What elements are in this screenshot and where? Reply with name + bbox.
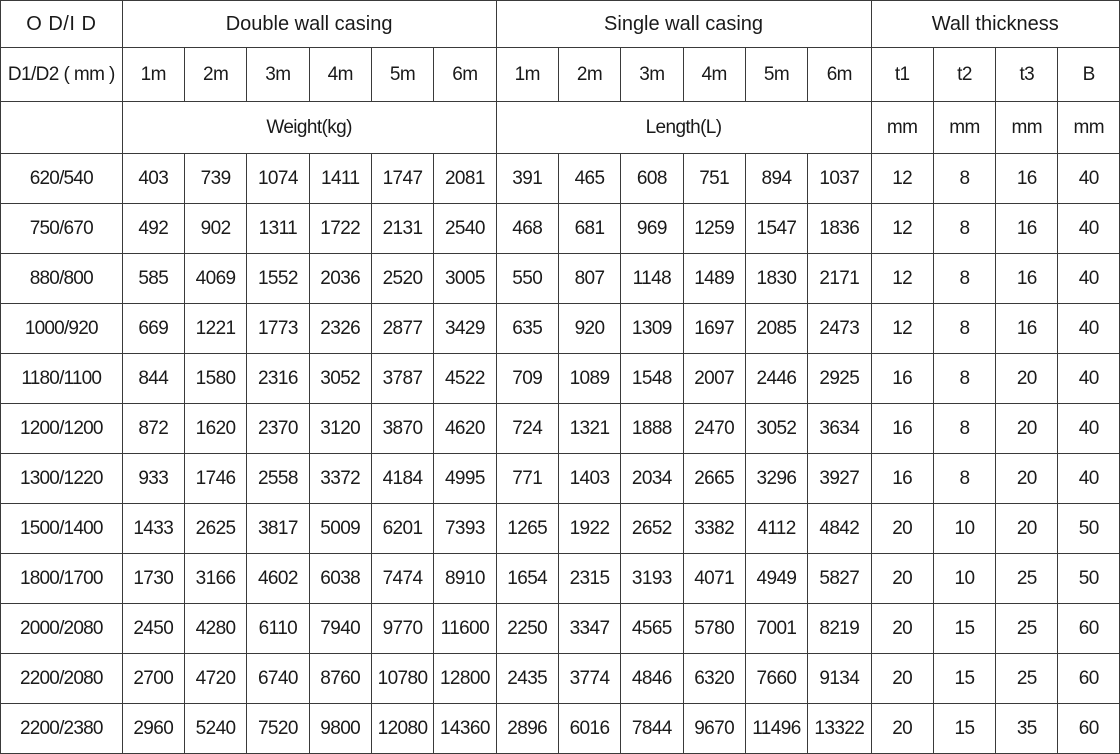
double-value-cell: 1730 <box>122 554 184 604</box>
double-col-5m: 5m <box>371 48 433 102</box>
single-value-cell: 920 <box>558 304 620 354</box>
wall-value-cell: 12 <box>871 204 933 254</box>
double-value-cell: 2520 <box>371 254 433 304</box>
single-value-cell: 3382 <box>683 504 745 554</box>
double-col-2m: 2m <box>184 48 246 102</box>
single-value-cell: 2007 <box>683 354 745 404</box>
double-value-cell: 1552 <box>247 254 309 304</box>
double-value-cell: 3372 <box>309 454 371 504</box>
size-cell: 750/670 <box>1 204 123 254</box>
table-row <box>1 154 1120 204</box>
single-value-cell: 3634 <box>808 404 871 454</box>
wall-value-cell: 20 <box>996 504 1058 554</box>
t1-unit: mm <box>871 102 933 154</box>
single-value-cell: 7001 <box>745 604 807 654</box>
single-value-cell: 1836 <box>808 204 871 254</box>
column-label-row <box>1 48 1120 102</box>
double-value-cell: 2960 <box>122 704 184 754</box>
single-value-cell: 2665 <box>683 454 745 504</box>
double-value-cell: 669 <box>122 304 184 354</box>
single-value-cell: 391 <box>496 154 558 204</box>
single-value-cell: 1697 <box>683 304 745 354</box>
wall-value-cell: 16 <box>871 454 933 504</box>
single-value-cell: 13322 <box>808 704 871 754</box>
double-value-cell: 1746 <box>184 454 246 504</box>
single-value-cell: 3052 <box>745 404 807 454</box>
single-value-cell: 3296 <box>745 454 807 504</box>
double-value-cell: 2131 <box>371 204 433 254</box>
double-value-cell: 6201 <box>371 504 433 554</box>
wall-col-t2: t2 <box>933 48 995 102</box>
single-value-cell: 1321 <box>558 404 620 454</box>
wall-value-cell: 40 <box>1058 204 1120 254</box>
double-wall-header: Double wall casing <box>122 1 496 48</box>
double-value-cell: 11600 <box>434 604 496 654</box>
single-value-cell: 3927 <box>808 454 871 504</box>
double-value-cell: 3005 <box>434 254 496 304</box>
double-value-cell: 2540 <box>434 204 496 254</box>
single-value-cell: 724 <box>496 404 558 454</box>
wall-value-cell: 16 <box>871 354 933 404</box>
single-value-cell: 1922 <box>558 504 620 554</box>
single-value-cell: 4949 <box>745 554 807 604</box>
single-value-cell: 4112 <box>745 504 807 554</box>
single-value-cell: 1148 <box>621 254 683 304</box>
double-value-cell: 3429 <box>434 304 496 354</box>
wall-value-cell: 8 <box>933 454 995 504</box>
double-value-cell: 1773 <box>247 304 309 354</box>
double-value-cell: 3166 <box>184 554 246 604</box>
single-col-5m: 5m <box>745 48 807 102</box>
wall-value-cell: 15 <box>933 654 995 704</box>
single-value-cell: 7660 <box>745 654 807 704</box>
size-cell: 1500/1400 <box>1 504 123 554</box>
double-value-cell: 12800 <box>434 654 496 704</box>
wall-value-cell: 60 <box>1058 704 1120 754</box>
single-col-4m: 4m <box>683 48 745 102</box>
single-value-cell: 4565 <box>621 604 683 654</box>
single-value-cell: 5827 <box>808 554 871 604</box>
double-value-cell: 585 <box>122 254 184 304</box>
table-row <box>1 504 1120 554</box>
b-unit: mm <box>1058 102 1120 154</box>
double-value-cell: 3052 <box>309 354 371 404</box>
double-value-cell: 2370 <box>247 404 309 454</box>
double-value-cell: 14360 <box>434 704 496 754</box>
single-value-cell: 2034 <box>621 454 683 504</box>
size-cell: 2200/2080 <box>1 654 123 704</box>
wall-value-cell: 50 <box>1058 554 1120 604</box>
double-value-cell: 3870 <box>371 404 433 454</box>
single-value-cell: 1037 <box>808 154 871 204</box>
double-value-cell: 2877 <box>371 304 433 354</box>
double-col-4m: 4m <box>309 48 371 102</box>
double-value-cell: 7520 <box>247 704 309 754</box>
double-value-cell: 8760 <box>309 654 371 704</box>
wall-value-cell: 16 <box>996 304 1058 354</box>
double-value-cell: 403 <box>122 154 184 204</box>
table-row <box>1 404 1120 454</box>
double-col-3m: 3m <box>247 48 309 102</box>
weight-unit-label: Weight(kg) <box>122 102 496 154</box>
single-value-cell: 894 <box>745 154 807 204</box>
wall-value-cell: 20 <box>996 454 1058 504</box>
wall-value-cell: 15 <box>933 704 995 754</box>
single-value-cell: 2315 <box>558 554 620 604</box>
single-value-cell: 1654 <box>496 554 558 604</box>
single-value-cell: 7844 <box>621 704 683 754</box>
wall-value-cell: 20 <box>871 554 933 604</box>
double-value-cell: 4995 <box>434 454 496 504</box>
single-value-cell: 1548 <box>621 354 683 404</box>
wall-value-cell: 40 <box>1058 154 1120 204</box>
od-id-header: O D/I D <box>1 1 123 48</box>
wall-value-cell: 60 <box>1058 654 1120 704</box>
single-value-cell: 1089 <box>558 354 620 404</box>
table-row <box>1 304 1120 354</box>
wall-value-cell: 35 <box>996 704 1058 754</box>
t2-unit: mm <box>933 102 995 154</box>
double-value-cell: 1311 <box>247 204 309 254</box>
wall-col-b: B <box>1058 48 1120 102</box>
single-value-cell: 8219 <box>808 604 871 654</box>
wall-thickness-header: Wall thickness <box>871 1 1120 48</box>
double-value-cell: 1580 <box>184 354 246 404</box>
d1d2-header: D1/D2 ( mm ) <box>1 48 123 102</box>
double-value-cell: 2700 <box>122 654 184 704</box>
double-value-cell: 5009 <box>309 504 371 554</box>
double-col-6m: 6m <box>434 48 496 102</box>
single-value-cell: 2250 <box>496 604 558 654</box>
double-value-cell: 844 <box>122 354 184 404</box>
wall-value-cell: 40 <box>1058 354 1120 404</box>
single-value-cell: 1489 <box>683 254 745 304</box>
wall-value-cell: 15 <box>933 604 995 654</box>
table-row <box>1 604 1120 654</box>
single-value-cell: 3193 <box>621 554 683 604</box>
t3-unit: mm <box>996 102 1058 154</box>
single-value-cell: 1888 <box>621 404 683 454</box>
single-value-cell: 608 <box>621 154 683 204</box>
single-value-cell: 3347 <box>558 604 620 654</box>
single-value-cell: 1259 <box>683 204 745 254</box>
wall-value-cell: 20 <box>871 504 933 554</box>
wall-value-cell: 10 <box>933 554 995 604</box>
table-row <box>1 254 1120 304</box>
double-value-cell: 492 <box>122 204 184 254</box>
group-header-row <box>1 1 1120 48</box>
wall-value-cell: 20 <box>996 404 1058 454</box>
wall-value-cell: 16 <box>996 154 1058 204</box>
double-value-cell: 2036 <box>309 254 371 304</box>
single-value-cell: 550 <box>496 254 558 304</box>
double-value-cell: 1747 <box>371 154 433 204</box>
single-value-cell: 709 <box>496 354 558 404</box>
wall-value-cell: 12 <box>871 154 933 204</box>
single-value-cell: 2925 <box>808 354 871 404</box>
table-row <box>1 654 1120 704</box>
double-value-cell: 7940 <box>309 604 371 654</box>
single-value-cell: 9670 <box>683 704 745 754</box>
double-value-cell: 872 <box>122 404 184 454</box>
size-cell: 1800/1700 <box>1 554 123 604</box>
double-value-cell: 4720 <box>184 654 246 704</box>
single-value-cell: 1265 <box>496 504 558 554</box>
wall-value-cell: 8 <box>933 304 995 354</box>
table-row <box>1 454 1120 504</box>
single-wall-header: Single wall casing <box>496 1 871 48</box>
single-value-cell: 1403 <box>558 454 620 504</box>
single-value-cell: 9134 <box>808 654 871 704</box>
table-row <box>1 554 1120 604</box>
wall-value-cell: 40 <box>1058 454 1120 504</box>
wall-value-cell: 8 <box>933 254 995 304</box>
double-value-cell: 4184 <box>371 454 433 504</box>
table-row <box>1 204 1120 254</box>
single-value-cell: 2470 <box>683 404 745 454</box>
wall-value-cell: 10 <box>933 504 995 554</box>
size-cell: 620/540 <box>1 154 123 204</box>
single-value-cell: 11496 <box>745 704 807 754</box>
double-value-cell: 2625 <box>184 504 246 554</box>
wall-col-t3: t3 <box>996 48 1058 102</box>
wall-value-cell: 8 <box>933 354 995 404</box>
single-col-1m: 1m <box>496 48 558 102</box>
double-value-cell: 1074 <box>247 154 309 204</box>
double-value-cell: 902 <box>184 204 246 254</box>
blank-unit-cell <box>1 102 123 154</box>
single-value-cell: 2171 <box>808 254 871 304</box>
wall-value-cell: 16 <box>871 404 933 454</box>
double-value-cell: 9770 <box>371 604 433 654</box>
wall-value-cell: 16 <box>996 254 1058 304</box>
wall-value-cell: 60 <box>1058 604 1120 654</box>
double-value-cell: 1411 <box>309 154 371 204</box>
double-value-cell: 4522 <box>434 354 496 404</box>
size-cell: 2000/2080 <box>1 604 123 654</box>
double-value-cell: 6110 <box>247 604 309 654</box>
double-value-cell: 7474 <box>371 554 433 604</box>
double-value-cell: 3120 <box>309 404 371 454</box>
wall-value-cell: 20 <box>871 604 933 654</box>
wall-value-cell: 40 <box>1058 404 1120 454</box>
wall-value-cell: 12 <box>871 304 933 354</box>
double-value-cell: 2081 <box>434 154 496 204</box>
single-value-cell: 2435 <box>496 654 558 704</box>
size-cell: 1180/1100 <box>1 354 123 404</box>
double-value-cell: 933 <box>122 454 184 504</box>
single-value-cell: 969 <box>621 204 683 254</box>
wall-value-cell: 20 <box>871 704 933 754</box>
single-value-cell: 4846 <box>621 654 683 704</box>
double-value-cell: 3817 <box>247 504 309 554</box>
single-value-cell: 2896 <box>496 704 558 754</box>
wall-value-cell: 8 <box>933 154 995 204</box>
double-value-cell: 2558 <box>247 454 309 504</box>
double-value-cell: 4602 <box>247 554 309 604</box>
double-value-cell: 10780 <box>371 654 433 704</box>
double-value-cell: 3787 <box>371 354 433 404</box>
single-value-cell: 5780 <box>683 604 745 654</box>
single-value-cell: 6016 <box>558 704 620 754</box>
single-value-cell: 6320 <box>683 654 745 704</box>
single-col-3m: 3m <box>621 48 683 102</box>
double-value-cell: 2326 <box>309 304 371 354</box>
wall-value-cell: 8 <box>933 204 995 254</box>
single-value-cell: 771 <box>496 454 558 504</box>
double-value-cell: 6740 <box>247 654 309 704</box>
single-value-cell: 2085 <box>745 304 807 354</box>
size-cell: 1000/920 <box>1 304 123 354</box>
single-col-2m: 2m <box>558 48 620 102</box>
double-value-cell: 7393 <box>434 504 496 554</box>
single-value-cell: 807 <box>558 254 620 304</box>
wall-value-cell: 40 <box>1058 254 1120 304</box>
single-value-cell: 468 <box>496 204 558 254</box>
double-value-cell: 4280 <box>184 604 246 654</box>
single-value-cell: 1547 <box>745 204 807 254</box>
length-unit-label: Length(L) <box>496 102 871 154</box>
wall-value-cell: 50 <box>1058 504 1120 554</box>
size-cell: 880/800 <box>1 254 123 304</box>
wall-value-cell: 20 <box>996 354 1058 404</box>
double-value-cell: 739 <box>184 154 246 204</box>
single-value-cell: 681 <box>558 204 620 254</box>
single-value-cell: 4071 <box>683 554 745 604</box>
double-value-cell: 2450 <box>122 604 184 654</box>
double-value-cell: 2316 <box>247 354 309 404</box>
size-cell: 1300/1220 <box>1 454 123 504</box>
double-value-cell: 1722 <box>309 204 371 254</box>
single-value-cell: 1309 <box>621 304 683 354</box>
table-row <box>1 704 1120 754</box>
single-value-cell: 1830 <box>745 254 807 304</box>
wall-value-cell: 20 <box>871 654 933 704</box>
single-col-6m: 6m <box>808 48 871 102</box>
wall-value-cell: 25 <box>996 654 1058 704</box>
double-value-cell: 12080 <box>371 704 433 754</box>
double-value-cell: 8910 <box>434 554 496 604</box>
size-cell: 2200/2380 <box>1 704 123 754</box>
single-value-cell: 465 <box>558 154 620 204</box>
wall-value-cell: 25 <box>996 604 1058 654</box>
unit-row <box>1 102 1120 154</box>
wall-value-cell: 16 <box>996 204 1058 254</box>
double-value-cell: 1620 <box>184 404 246 454</box>
double-value-cell: 4069 <box>184 254 246 304</box>
single-value-cell: 3774 <box>558 654 620 704</box>
single-value-cell: 635 <box>496 304 558 354</box>
wall-value-cell: 8 <box>933 404 995 454</box>
single-value-cell: 2473 <box>808 304 871 354</box>
double-value-cell: 1221 <box>184 304 246 354</box>
single-value-cell: 4842 <box>808 504 871 554</box>
double-col-1m: 1m <box>122 48 184 102</box>
single-value-cell: 751 <box>683 154 745 204</box>
double-value-cell: 4620 <box>434 404 496 454</box>
wall-col-t1: t1 <box>871 48 933 102</box>
double-value-cell: 9800 <box>309 704 371 754</box>
double-value-cell: 5240 <box>184 704 246 754</box>
size-cell: 1200/1200 <box>1 404 123 454</box>
single-value-cell: 2446 <box>745 354 807 404</box>
double-value-cell: 6038 <box>309 554 371 604</box>
table-row <box>1 354 1120 404</box>
double-value-cell: 1433 <box>122 504 184 554</box>
single-value-cell: 2652 <box>621 504 683 554</box>
wall-value-cell: 25 <box>996 554 1058 604</box>
wall-value-cell: 12 <box>871 254 933 304</box>
wall-value-cell: 40 <box>1058 304 1120 354</box>
